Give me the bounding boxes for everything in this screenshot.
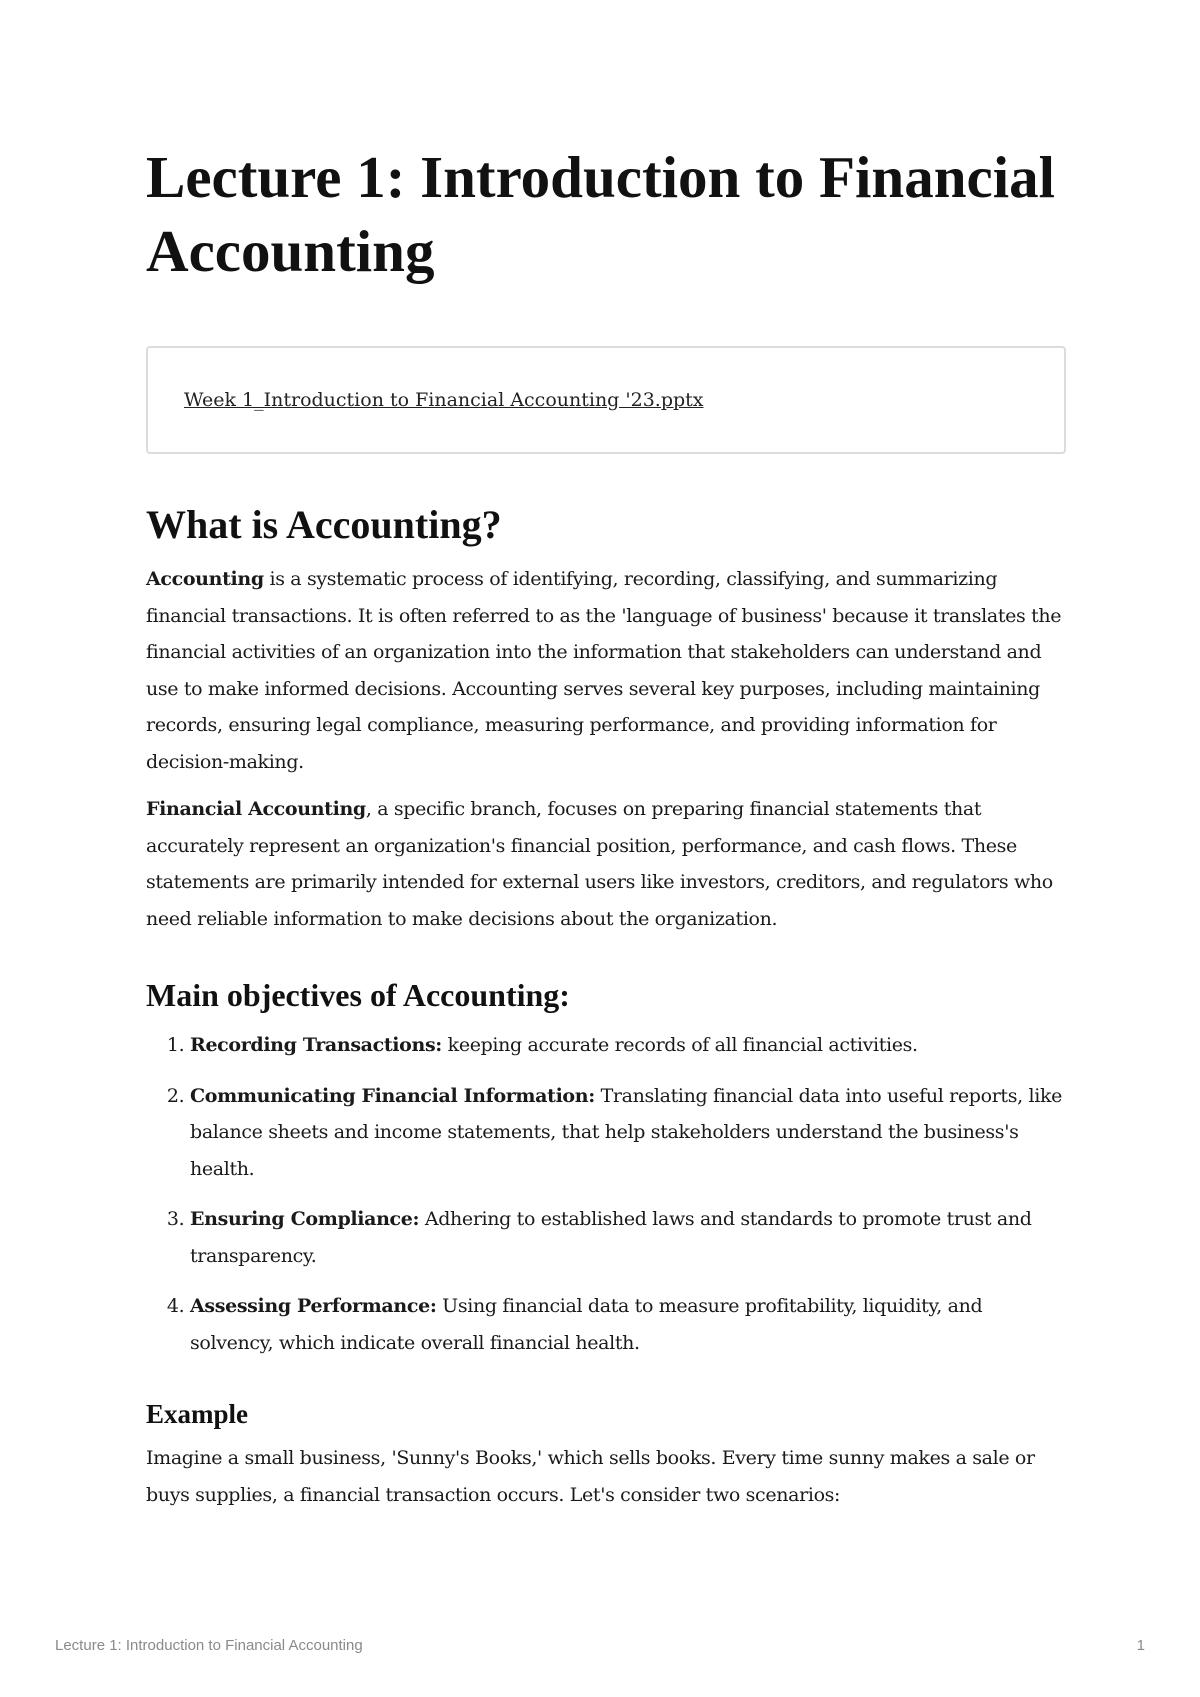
paragraph-text: is a systematic process of identifying, recording, classifying, and summarizing financial transactions. It is often referred to as the 'language of business' because it translates the financial activities of an organization into the information that stakeholders can understand and use to make informed decisions. Accounting serves several key purposes, including maintaining records, ensuring legal compliance, measuring performance, and providing information for decision-making. bbox=[146, 568, 1062, 773]
page-title: Lecture 1: Introduction to Financial Accounting bbox=[146, 144, 1056, 284]
objectives-list bbox=[146, 1027, 1066, 1361]
section-heading-example: Example bbox=[146, 1399, 249, 1429]
list-item-title: Recording Transactions: bbox=[190, 1034, 442, 1056]
list-item-title: Communicating Financial Information: bbox=[190, 1084, 595, 1107]
paragraph-financial-accounting bbox=[146, 791, 1066, 937]
list-item-text: Using financial data to measure profitability, liquidity, and solvency, which indicate overall financial health. bbox=[190, 1295, 983, 1354]
document-page bbox=[146, 140, 1066, 1524]
page-number: 1 bbox=[1136, 1637, 1145, 1654]
list-item-title: Assessing Performance: bbox=[190, 1295, 437, 1317]
paragraph-text: , a specific branch, focuses on preparing financial statements that accurately represent an organization's financial position, performance, and cash flows. These statements are primarily intended for external users like investors, creditors, and regulators who need reliable information to make decisions about the organization. bbox=[146, 798, 1053, 930]
list-item-text: Adhering to established laws and standards to promote trust and transparency. bbox=[190, 1208, 1032, 1267]
term-accounting: Accounting bbox=[146, 568, 264, 590]
list-item-text: keeping accurate records of all financial activities. bbox=[441, 1034, 918, 1056]
list-item-text: Translating financial data into useful reports, like balance sheets and income statements, that help stakeholders understand the business's health. bbox=[190, 1084, 1063, 1180]
section-heading-what-is-accounting: What is Accounting? bbox=[146, 502, 502, 547]
paragraph-accounting-definition bbox=[146, 561, 1066, 780]
list-item bbox=[190, 1201, 1066, 1274]
page-footer bbox=[55, 1637, 1145, 1654]
section-heading-objectives: Main objectives of Accounting: bbox=[146, 977, 570, 1013]
attachment-link[interactable]: Week 1_Introduction to Financial Accounting '23.pptx bbox=[184, 389, 704, 411]
term-financial-accounting: Financial Accounting bbox=[146, 798, 366, 820]
attachment-box bbox=[146, 346, 1066, 454]
paragraph-example: Imagine a small business, 'Sunny's Books,' which sells books. Every time sunny makes a sale or buys supplies, a financial transaction occurs. Let's consider two scenarios: bbox=[146, 1447, 1035, 1506]
list-item bbox=[190, 1027, 1066, 1064]
list-item-title: Ensuring Compliance: bbox=[190, 1208, 420, 1230]
list-item bbox=[190, 1078, 1066, 1188]
footer-title: Lecture 1: Introduction to Financial Accounting bbox=[55, 1637, 363, 1654]
list-item bbox=[190, 1288, 1066, 1361]
